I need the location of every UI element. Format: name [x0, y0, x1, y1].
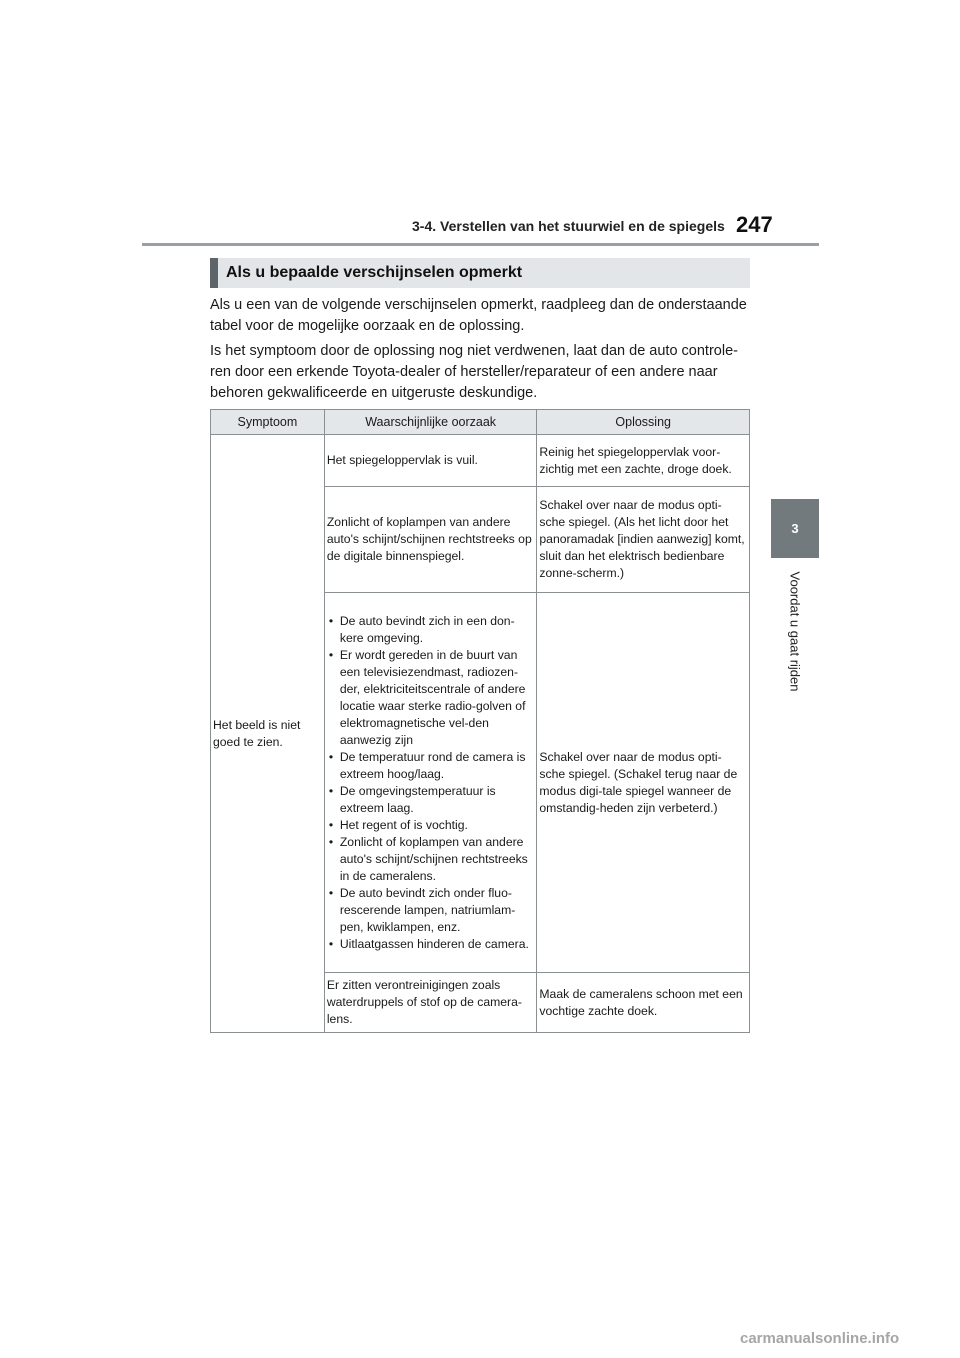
solution-cell: Schakel over naar de modus opti-sche spiegel. (Als het licht door het panoramadak [indien aanwezig] komt, sluit dan het elektrisch bedienbare zonne-scherm.)	[537, 487, 750, 593]
list-item: • Het regent of is vochtig.	[327, 817, 535, 834]
dealer-paragraph: Is het symptoom door de oplossing nog niet verdwenen, laat dan de auto controle-ren door een erkende Toyota-dealer of hersteller/reparateur of een andere naar behoren gekwalificeerde en uitgeruste deskundige.	[210, 343, 738, 401]
cause-cell	[324, 593, 537, 973]
solution-cell: Reinig het spiegeloppervlak voor-zichtig met een zachte, droge doek.	[537, 435, 750, 487]
symptom-cell: Het beeld is niet goed te zien.	[211, 435, 325, 1033]
cause-cell: Zonlicht of koplampen van andere auto's schijnt/schijnen rechtstreeks op de digitale binnenspiegel.	[324, 487, 537, 593]
list-item: • De omgevingstemperatuur is extreem laag.	[327, 783, 535, 817]
cause-cell: Er zitten verontreinigingen zoals waterdruppels of stof op de camera-lens.	[324, 973, 537, 1033]
header-symptom: Symptoom	[211, 410, 325, 435]
cause-cell: Het spiegeloppervlak is vuil.	[324, 435, 537, 487]
list-item: • Uitlaatgassen hinderen de camera.	[327, 936, 535, 953]
header-solution: Oplossing	[537, 410, 750, 435]
intro-paragraph: Als u een van de volgende verschijnselen opmerkt, raadpleeg dan de onderstaande tabel voor de mogelijke oorzaak en de oplossing.	[210, 297, 747, 334]
header-divider	[142, 243, 819, 246]
chapter-title-text: Voordat u gaat rijden	[787, 571, 803, 691]
table-row	[211, 435, 750, 487]
solution-cell: Schakel over naar de modus opti-sche spiegel. (Schakel terug naar de modus digi-tale spiegel wanneer de omstandig-heden zijn verbeterd.)	[537, 593, 750, 973]
solution-cell: Maak de cameralens schoon met een vochtige zachte doek.	[537, 973, 750, 1033]
list-item: • De auto bevindt zich onder fluo-rescerende lampen, natriumlam-pen, kwiklampen, enz.	[327, 885, 535, 936]
chapter-title	[771, 566, 819, 696]
section-heading: Als u bepaalde verschijnselen opmerkt	[210, 258, 750, 288]
list-item: • De auto bevindt zich in een don-kere omgeving.	[327, 613, 535, 647]
header-section-title: 3-4. Verstellen van het stuurwiel en de spiegels	[412, 218, 725, 234]
chapter-tab[interactable]: 3	[771, 499, 819, 558]
troubleshooting-table	[210, 409, 750, 1033]
list-item: • De temperatuur rond de camera is extreem hoog/laag.	[327, 749, 535, 783]
header-cause: Waarschijnlijke oorzaak	[324, 410, 537, 435]
watermark: carmanualsonline.info	[740, 1330, 900, 1347]
cause-list	[327, 613, 535, 953]
table-header-row	[211, 410, 750, 435]
list-item: • Zonlicht of koplampen van andere auto's schijnt/schijnen rechtstreeks in de cameralens.	[327, 834, 535, 885]
list-item: • Er wordt gereden in de buurt van een televisiezendmast, radiozen-der, elektriciteitscentrale of andere locatie waar sterke radio-golven of elektromagnetische vel-den aanwezig zijn	[327, 647, 535, 749]
page-number: 247	[736, 212, 773, 237]
